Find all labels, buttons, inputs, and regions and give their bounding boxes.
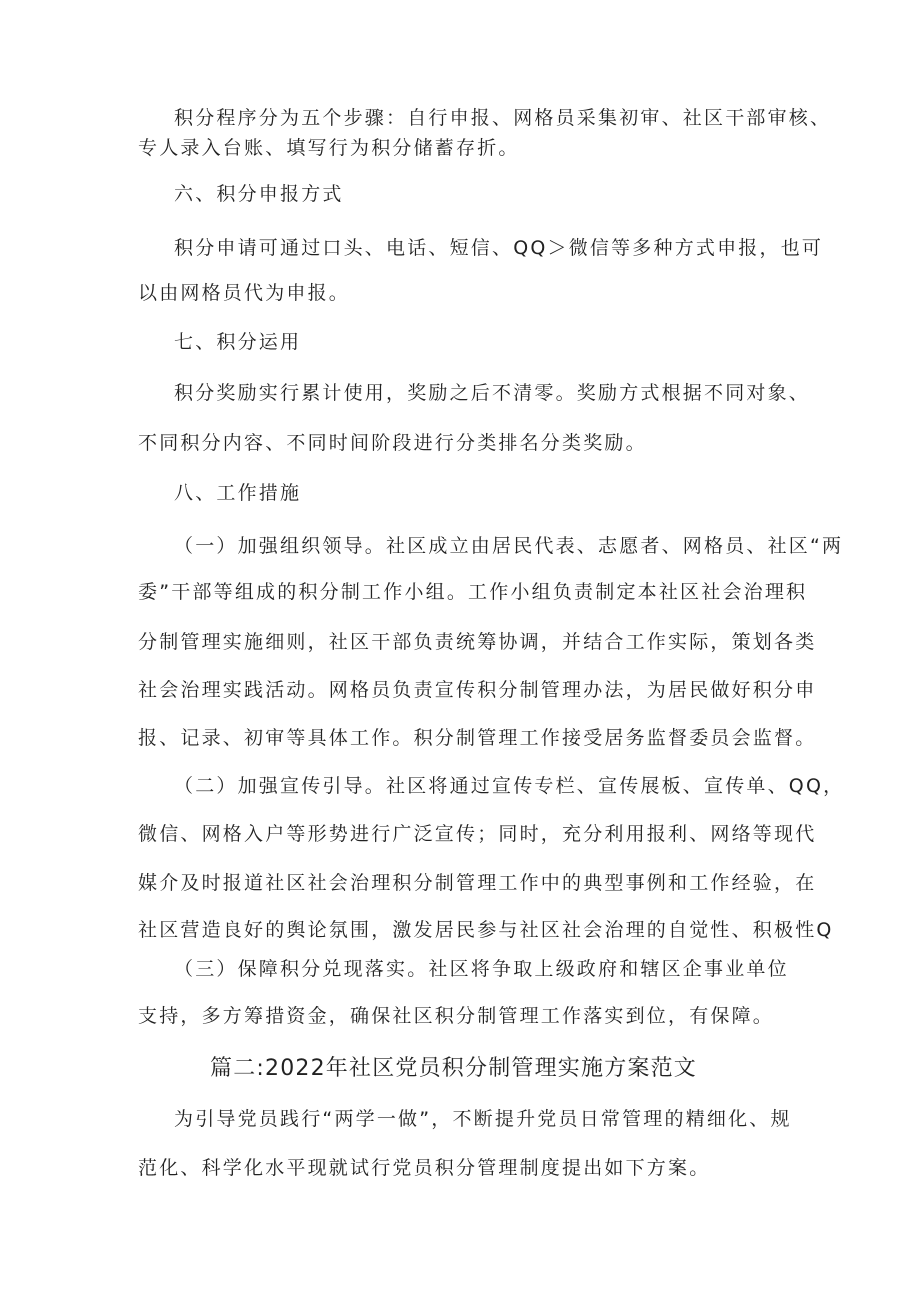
paragraph-line: 积分奖励实行累计使用，奖励之后不清零。奖励方式根据不同对象、 xyxy=(174,382,811,404)
paragraph-line: 分制管理实施细则，社区干部负责统筹协调，并结合工作实际，策划各类 xyxy=(138,631,817,653)
paragraph-line: 积分申请可通过口头、电话、短信、QQ＞微信等多种方式申报，也可 xyxy=(174,237,824,259)
paragraph-line: 专人录入台账、填写行为积分储蓄存折。 xyxy=(138,137,520,159)
paragraph-line: （三）保障积分兑现落实。社区将争取上级政府和辖区企事业单位 xyxy=(174,958,789,980)
paragraph-line: （二）加强宣传引导。社区将通过宣传专栏、宣传展板、宣传单、QQ， xyxy=(174,775,845,797)
paragraph-line: 支持，多方筹措资金，确保社区积分制管理工作落实到位，有保障。 xyxy=(138,1005,775,1027)
intro-line: 范化、科学化水平现就试行党员积分管理制度提出如下方案。 xyxy=(138,1157,711,1179)
paragraph-line: （一）加强组织领导。社区成立由居民代表、志愿者、网格员、社区“两 xyxy=(174,535,844,557)
paragraph-line: 社区营造良好的舆论氛围，激发居民参与社区社会治理的自觉性、积极性Q xyxy=(138,919,834,941)
paragraph-line: 报、记录、初审等具体工作。积分制管理工作接受居务监督委员会监督。 xyxy=(138,727,817,749)
section-heading-6: 六、积分申报方式 xyxy=(174,183,344,205)
intro-line: 为引导党员践行“两学一做”，不断提升党员日常管理的精细化、规 xyxy=(174,1108,792,1130)
paragraph-line: 微信、网格入户等形势进行广泛宣传；同时，充分利用报利、网络等现代 xyxy=(138,823,817,845)
paragraph-line: 不同积分内容、不同时间阶段进行分类排名分类奖励。 xyxy=(138,432,647,454)
section-title: 篇二:2022年社区党员积分制管理实施方案范文 xyxy=(210,1056,698,1081)
paragraph-line: 委”干部等组成的积分制工作小组。工作小组负责制定本社区社会治理积 xyxy=(138,581,808,603)
section-heading-7: 七、积分运用 xyxy=(174,331,302,353)
paragraph-line: 社会治理实践活动。网格员负责宣传积分制管理办法，为居民做好积分申 xyxy=(138,679,817,701)
paragraph-line: 媒介及时报道社区社会治理积分制管理工作中的典型事例和工作经验，在 xyxy=(138,872,817,894)
paragraph-line: 积分程序分为五个步骤：自行申报、网格员采集初审、社区干部审核、 xyxy=(174,107,832,129)
paragraph-line: 以由网格员代为申报。 xyxy=(138,282,351,304)
section-heading-8: 八、工作措施 xyxy=(174,482,302,504)
